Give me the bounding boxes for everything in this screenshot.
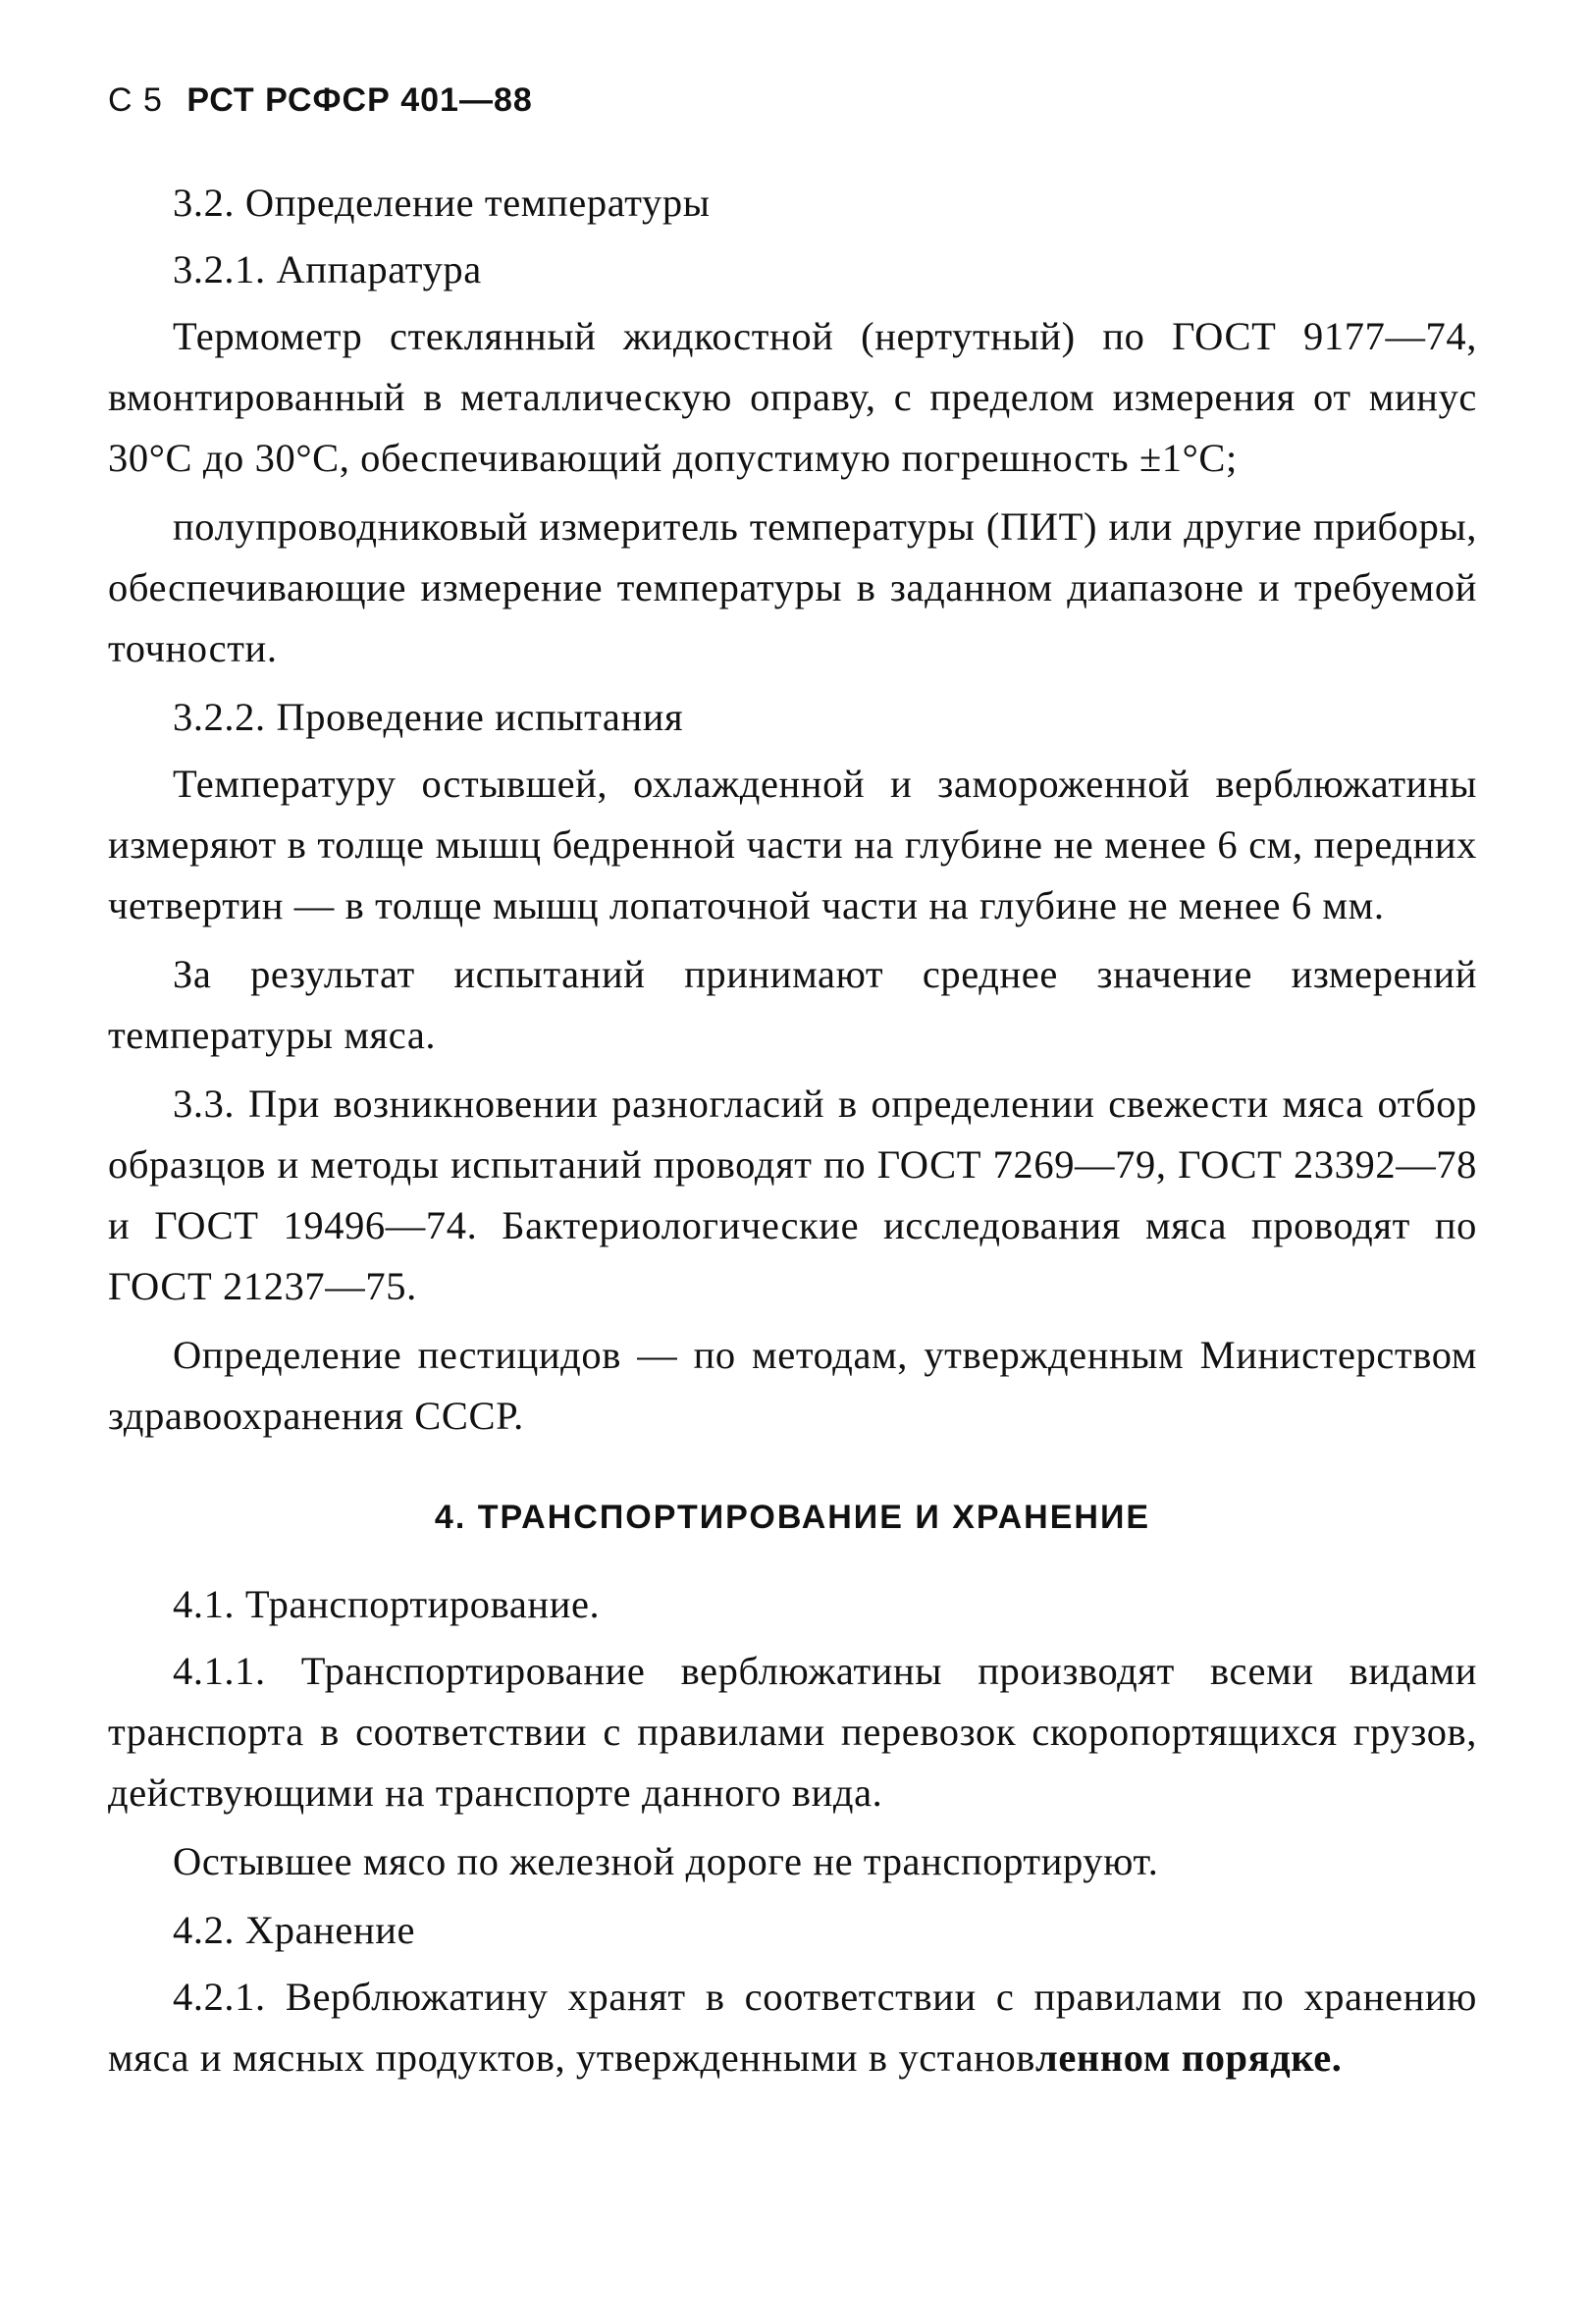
document-page xyxy=(108,71,1477,2096)
subsection-title-transportation: 4.1. Транспортирование. xyxy=(173,1582,601,1626)
section-heading-transport-storage: 4. ТРАНСПОРТИРОВАНИЕ И ХРАНЕНИЕ xyxy=(434,1499,1151,1536)
paragraph-pit-device: полупроводниковый измеритель температуры (ПИТ) или другие приборы, обеспечивающие измерение температуры в заданном диапазоне и требуемой точности. xyxy=(108,504,1477,670)
paragraph-storage-tail: ленном порядке. xyxy=(1035,2035,1343,2080)
paragraph-disputes: 3.3. При возникновении разногласий в определении свежести мяса отбор образцов и методы испытаний проводят по ГОСТ 7269—79, ГОСТ 23392—78 и ГОСТ 19496—74. Бактериологические исследования мяса проводят по ГОСТ 21237—75. xyxy=(108,1082,1477,1308)
paragraph-storage-rules xyxy=(108,1967,1477,2088)
paragraph-storage-text: 4.2.1. Верблюжатину хранят в соответствии с правилами по хранению мяса и мясных продуктов, утвержденными в установ xyxy=(108,1975,1477,2080)
paragraph-transport-rules: 4.1.1. Транспортирование верблюжатины производят всеми видами транспорта в соответствии с правилами перевозок скоропортящихся грузов, действующими на транспорте данного вида. xyxy=(108,1649,1477,1815)
subsection-title-testing: 3.2.2. Проведение испытания xyxy=(173,695,684,739)
paragraph-measurement: Температуру остывшей, охлажденной и замороженной верблюжатины измеряют в толще мышц бедренной части на глубине не менее 6 см, передних четвертин — в толще мышц лопаточной части на глубине не менее 6 мм. xyxy=(108,762,1477,927)
subsection-title-storage: 4.2. Хранение xyxy=(173,1908,416,1952)
subsection-title-apparatus: 3.2.1. Аппаратура xyxy=(173,247,482,291)
standard-designation: РСТ РСФСР 401—88 xyxy=(186,81,533,119)
paragraph-chilled-meat: Остывшее мясо по железной дороге не транспортируют. xyxy=(173,1839,1159,1883)
subsection-title-temperature: 3.2. Определение температуры xyxy=(173,181,711,225)
paragraph-result: За результат испытаний принимают среднее значение измерений температуры мяса. xyxy=(108,952,1477,1057)
page-number: С 5 xyxy=(108,81,163,119)
running-header xyxy=(108,71,1477,130)
paragraph-thermometer: Термометр стеклянный жидкостной (нертутный) по ГОСТ 9177—74, вмонтированный в металлическую оправу, с пределом измерения от минус 30°С до 30°С, обеспечивающий допустимую погрешность ±1°С; xyxy=(108,314,1477,480)
paragraph-pesticides: Определение пестицидов — по методам, утвержденным Министерством здравоохранения СССР. xyxy=(108,1333,1477,1438)
